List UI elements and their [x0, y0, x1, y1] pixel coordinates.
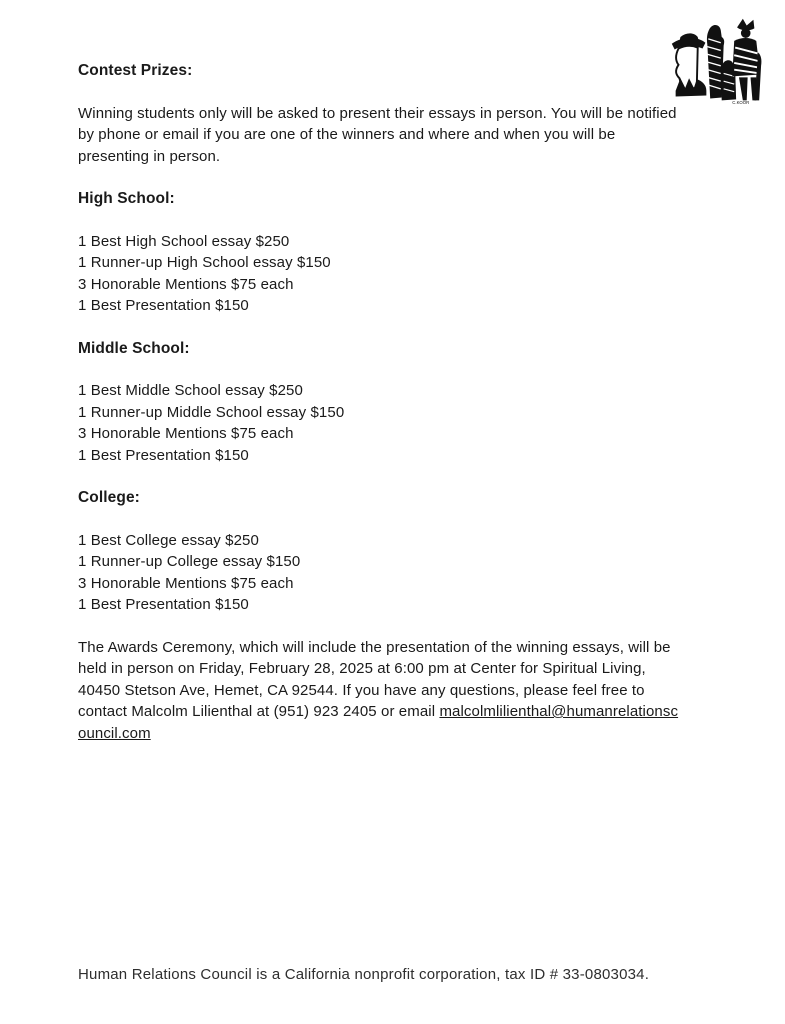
prize-line: 1 Best Presentation $150: [78, 446, 249, 464]
footer-nonprofit-note: Human Relations Council is a California nonprofit corporation, tax ID # 33-0803034.: [78, 966, 650, 983]
prize-line: 3 Honorable Mentions $75 each: [78, 425, 294, 442]
page-title: Contest Prizes:: [78, 62, 193, 79]
prize-line: 1 Runner-up Middle School essay $150: [78, 403, 345, 421]
prize-line: 1 Best College essay $250: [78, 531, 259, 549]
intro-paragraph: Winning students only will be asked to present their essays in person. You will be notified by phone or email if you are one of the winners and where and when you will be presenting in person.: [78, 104, 677, 165]
closing-text: The Awards Ceremony, which will include the presentation of the winning essays, will be held in person on Friday, February 28, 2025 at 6:00 pm at Center for Spiritual Living, 40450 Stetson Ave, Hemet, CA 92544. If you have any questions, please feel free to contact Malcolm Lilienthal at (951) 923 2405 or email: [78, 638, 671, 720]
section-heading-middle-school: Middle School:: [78, 339, 190, 357]
prize-line: 1 Runner-up High School essay $150: [78, 254, 331, 271]
document-body: [78, 60, 682, 744]
logo-artist-signature: C.KOOR: [732, 100, 750, 106]
prize-line: 1 Runner-up College essay $150: [78, 553, 301, 570]
prize-list-college: [78, 530, 682, 616]
section-heading-college: College:: [78, 489, 140, 506]
section-heading-high-school: High School:: [78, 190, 175, 207]
prize-line: 1 Best Presentation $150: [78, 297, 249, 314]
prize-list-middle-school: [78, 380, 682, 466]
prize-line: 1 Best High School essay $250: [78, 232, 290, 250]
closing-paragraph: [78, 637, 682, 745]
prize-line: 3 Honorable Mentions $75 each: [78, 574, 294, 592]
prize-line: 3 Honorable Mentions $75 each: [78, 275, 294, 293]
prize-line: 1 Best Presentation $150: [78, 596, 249, 613]
prize-list-high-school: [78, 231, 682, 317]
prize-line: 1 Best Middle School essay $250: [78, 382, 303, 399]
contact-email-link[interactable]: malcolmlilienthal@humanrelationscouncil.com: [78, 703, 679, 742]
